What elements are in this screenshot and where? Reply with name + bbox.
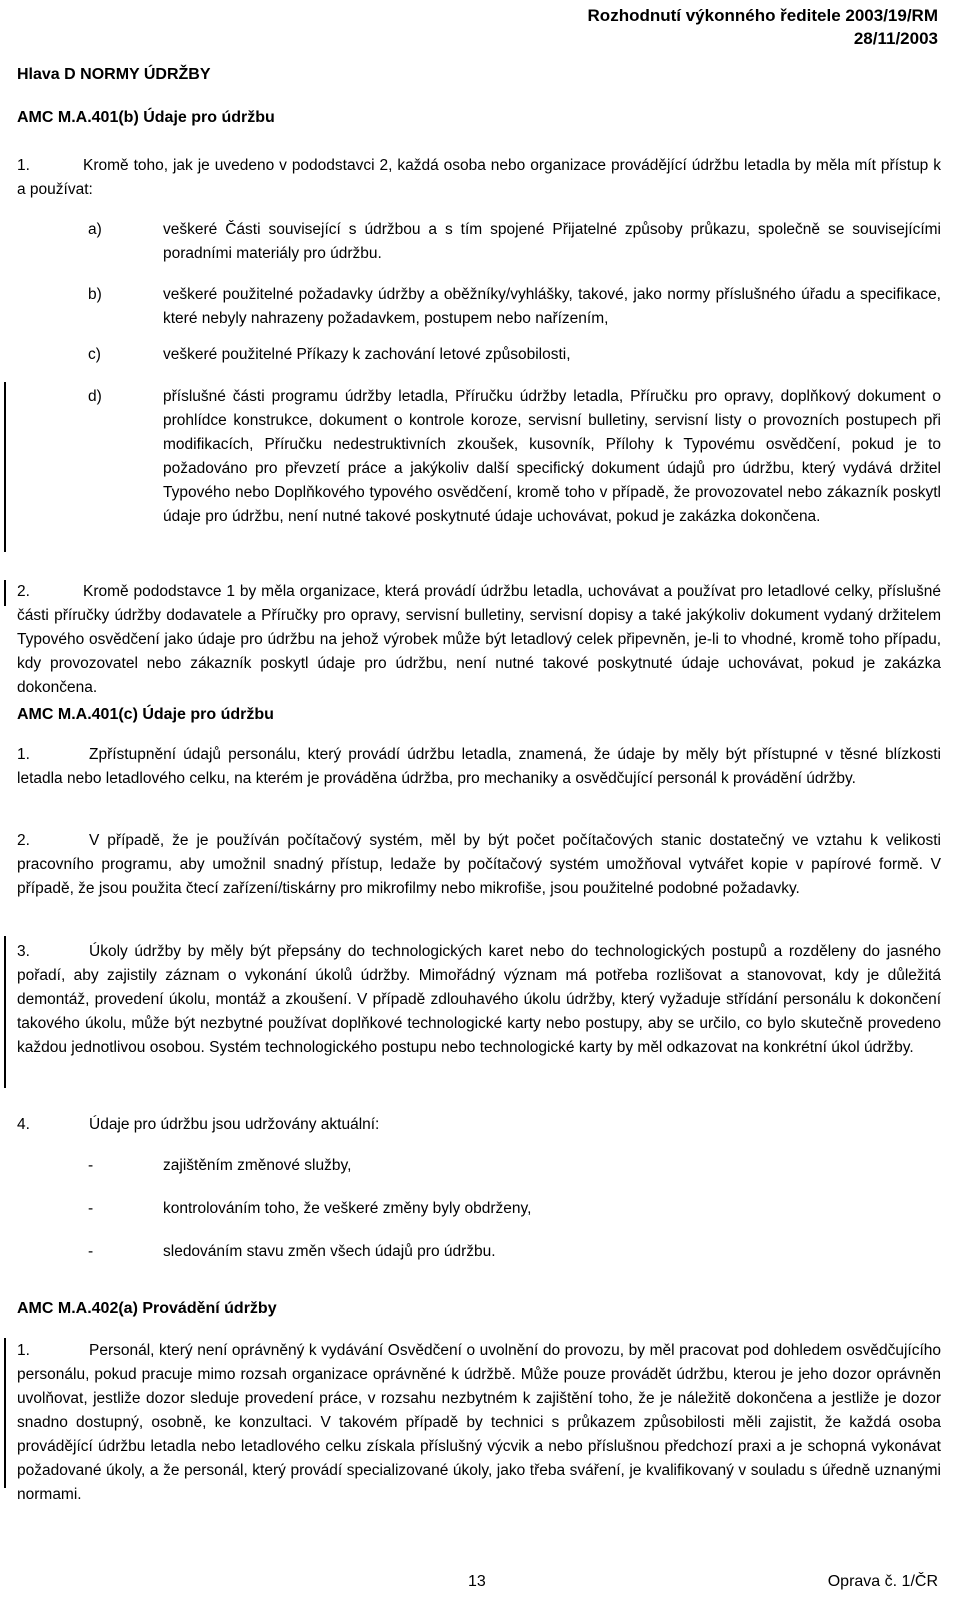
decision-reference: Rozhodnutí výkonného ředitele 2003/19/RM: [587, 6, 938, 25]
paragraph-text: Kromě toho, jak je uvedeno v pododstavci 2, každá osoba nebo organizace provádějící údržbu letadla by měla mít přístup k a používat:: [17, 157, 941, 198]
dash-marker: -: [88, 1157, 94, 1174]
dash-item-text: sledováním stavu změn všech údajů pro údržbu.: [163, 1243, 496, 1260]
paragraph-text: Personál, který není oprávněný k vydávání Osvědčení o uvolnění do provozu, by měl pracovat pod dohledem osvědčujícího personálu, pokud pracuje mimo rozsah organizace oprávněné k údržbě. Může pouze provádět údržbu, kterou je jeho dozor oprávněn uvolňovat, jestliže dozor sleduje provedení práce, v rozsahu nezbytném k zajištění toho, že je náležitě dokončena a jestliže je dozor snadno dostupný, osobně, ke konzultaci. V takovém případě by technici s průkazem způsobilosti měli zajistit, že každá osoba provádějící údržbu letadla nebo letadlového celku získala příslušný výcvik a nebo příslušnou předchozí praxi a je schopná vykonávat požadované úkoly, a že personál, který provádí specializované úkoly, jako třeba sváření, je kvalifikovaný v souladu s úředně uznanými normami.: [17, 1342, 941, 1503]
list-item-text-c: veškeré použitelné Příkazy k zachování letové způsobilosti,: [163, 346, 571, 363]
paragraph-text: V případě, že je používán počítačový systém, měl by být počet počítačových stanic dostatečný ve vztahu k velikosti pracovního programu, aby umožnil snadný přístup, ledaže by počítačový systém umožňoval vytvářet kopie v papírové formě. V případě, že jsou použita čtecí zařízení/tiskárny pro mikrofilmy nebo mikrofiše, jsou použitelné podobné požadavky.: [17, 832, 941, 897]
paragraph-number: 4.: [17, 1116, 30, 1133]
dash-item-text: zajištěním změnové služby,: [163, 1157, 352, 1174]
revision-change-bar: [4, 580, 6, 606]
paragraph-number: 1.: [17, 1342, 30, 1359]
dash-item-text: kontrolováním toho, že veškeré změny byly obdrženy,: [163, 1200, 532, 1217]
section-title-401c: AMC M.A.401(c) Údaje pro údržbu: [17, 706, 274, 723]
paragraph-401c-4: [17, 1113, 941, 1137]
paragraph-401c-2: [17, 829, 941, 901]
list-item-text-a: veškeré Části související s údržbou a s tím spojené Přijatelné způsoby průkazu, společně se souvisejícími poradními materiály pro údržbu.: [163, 221, 941, 262]
paragraph-text: Údaje pro údržbu jsou udržovány aktuální:: [89, 1116, 380, 1133]
paragraph-401b-1: [17, 154, 941, 202]
revision-change-bar: [4, 1338, 6, 1488]
section-title-402a: AMC M.A.402(a) Provádění údržby: [17, 1300, 277, 1317]
decision-date: 28/11/2003: [853, 29, 938, 48]
list-item-label-b: b): [88, 286, 102, 303]
list-item-text-d: příslušné části programu údržby letadla, Příručku údržby letadla, Příručku pro opravy, doplňkový dokument o prohlídce konstrukce, dokument o kontrole koroze, servisní bulletiny, servisní listy o provozních postupech při modifikacích, Příručku nedestruktivních zkoušek, kusovník, Přílohy k Typovému osvědčení, pokud je to požadováno pro převzetí práce a jakýkoliv další specifický dokument údajů pro údržbu, který vydává držitel Typového nebo Doplňkového typového osvědčení, kromě toho v případě, že provozovatel nebo zákazník poskytl údaje pro údržbu, není nutné takové poskytnuté údaje uchovávat, pokud je zakázka dokončena.: [163, 388, 941, 525]
paragraph-401c-3: [17, 940, 941, 1060]
paragraph-number: 2.: [17, 832, 30, 849]
page-number: 13: [468, 1573, 486, 1590]
paragraph-number: 2.: [17, 583, 30, 600]
paragraph-401b-2: [17, 580, 941, 700]
revision-change-bar: [4, 382, 6, 552]
paragraph-402a-1: [17, 1339, 941, 1507]
list-item-label-a: a): [88, 221, 102, 238]
list-item-label-d: d): [88, 388, 102, 405]
paragraph-number: 1.: [17, 157, 30, 174]
revision-change-bar: [4, 936, 6, 1088]
list-item-text-b: veškeré použitelné požadavky údržby a oběžníky/vyhlášky, takové, jako normy příslušného úřadu a specifikace, které nebyly nahrazeny požadavkem, postupem nebo nařízením,: [163, 286, 941, 327]
paragraph-401c-1: [17, 743, 941, 791]
paragraph-text: Zpřístupnění údajů personálu, který provádí údržbu letadla, znamená, že údaje by měly být přístupné v těsné blízkosti letadla nebo letadlového celku, na kterém je prováděna údržba, pro mechaniky a osvědčující personál k provádění údržby.: [17, 746, 941, 787]
paragraph-number: 1.: [17, 746, 30, 763]
section-title-401b: AMC M.A.401(b) Údaje pro údržbu: [17, 109, 275, 126]
document-header: [588, 4, 938, 50]
dash-marker: -: [88, 1243, 94, 1260]
list-item-label-c: c): [88, 346, 101, 363]
paragraph-text: Úkoly údržby by měly být přepsány do technologických karet nebo do technologických postupů a rozděleny do jasného pořadí, aby zajistily záznam o vykonání úkolů údržby. Mimořádný význam má potřeba rozlišovat a stanovovat, kdy je důležitá demontáž, provedení úkolu, montáž a zkoušení. V případě zdlouhavého úkolu údržby, který vyžaduje střídání personálu k dokončení takového úkolu, může být nezbytné používat doplňkové technologické karty nebo postupy, aby se určilo, co bylo skutečně provedeno každou jednotlivou osobou. Systém technologického postupu nebo technologické karty by měl odkazovat na konkrétní úkol údržby.: [17, 943, 941, 1056]
paragraph-number: 3.: [17, 943, 30, 960]
chapter-title: Hlava D NORMY ÚDRŽBY: [17, 66, 211, 83]
revision-label: Oprava č. 1/ČR: [827, 1573, 938, 1590]
paragraph-text: Kromě pododstavce 1 by měla organizace, která provádí údržbu letadla, uchovávat a používat pro letadlové celky, příslušné části příručky údržby dodavatele a Příručky pro opravy, servisní bulletiny, servisní dopisy a také jakýkoliv dokument vydaný držitelem Typového osvědčení jako údaje pro údržbu na jehož výrobek může být letadlový celek připevněn, je-li to vhodné, kromě toho případu, kdy provozovatel nebo zákazník poskytl údaje pro údržbu, není nutné takové poskytnuté údaje uchovávat, pokud je zakázka dokončena.: [17, 583, 941, 696]
dash-marker: -: [88, 1200, 94, 1217]
